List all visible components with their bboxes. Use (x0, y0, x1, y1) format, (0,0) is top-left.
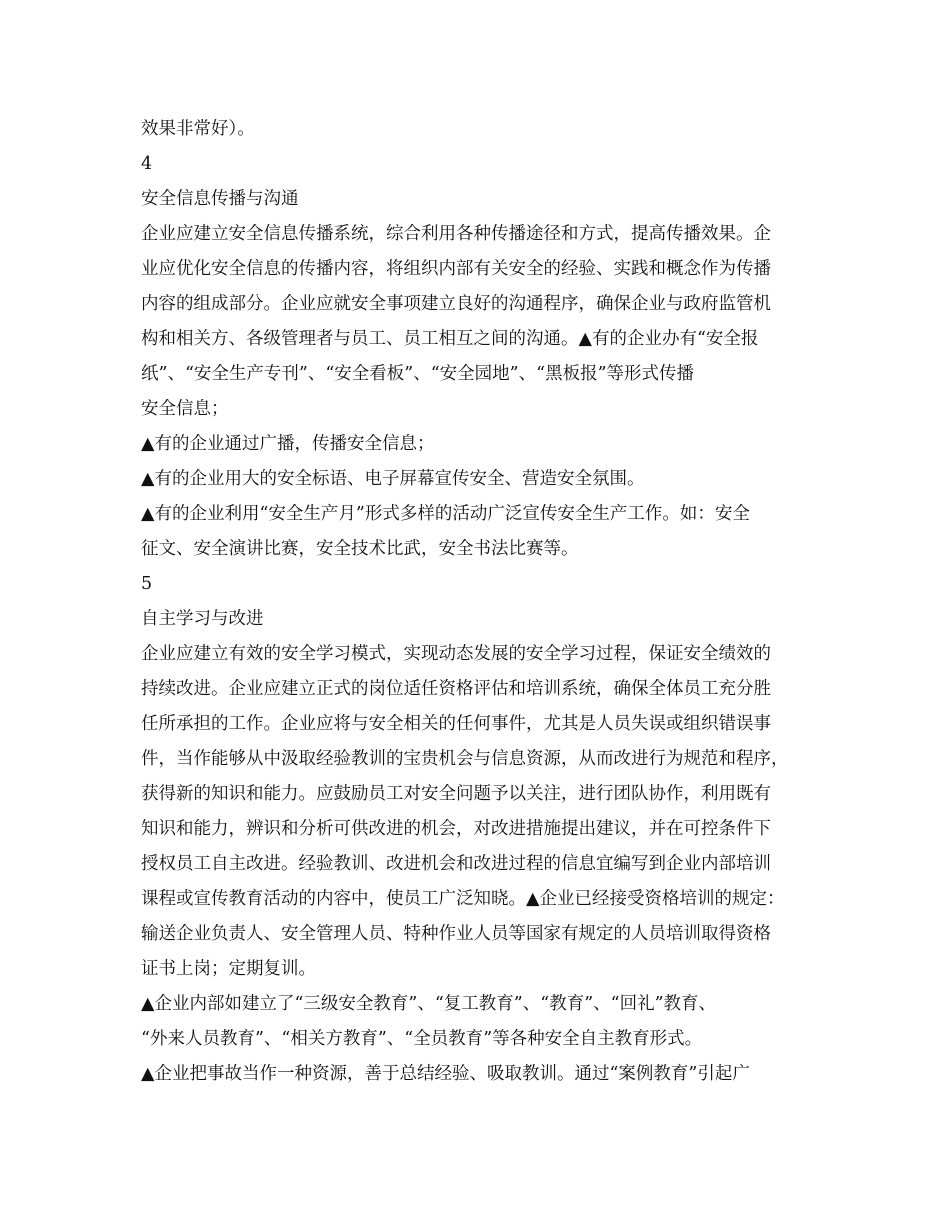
section-number: 4 (141, 154, 153, 174)
text-line: 业应优化安全信息的传播内容，将组织内部有关安全的经验、实践和概念作为传播 (141, 259, 771, 279)
bullet-line: ▲企业把事故当作一种资源，善于总结经验、吸取教训。通过“案例教育”引起广 (141, 1064, 750, 1084)
text-line: 证书上岗；定期复训。 (141, 959, 316, 979)
text-line: 效果非常好）。 (141, 119, 255, 139)
text-line: 构和相关方、各级管理者与员工、员工相互之间的沟通。▲有的企业办有“安全报 (141, 329, 759, 349)
section-heading: 安全信息传播与沟通 (141, 189, 299, 209)
text-line: 件，当作能够从中汲取经验教训的宝贵机会与信息资源，从而改进行为规范和程序， (141, 749, 789, 769)
document-page (141, 116, 817, 1096)
text-line: 内容的组成部分。企业应就安全事项建立良好的沟通程序，确保企业与政府监管机 (141, 294, 771, 314)
text-line: 企业应建立有效的安全学习模式，实现动态发展的安全学习过程，保证安全绩效的 (141, 644, 771, 664)
text-line: 获得新的知识和能力。应鼓励员工对安全问题予以关注，进行团队协作，利用既有 (141, 784, 771, 804)
text-line: 纸”、“安全生产专刊”、“安全看板”、“安全园地”、“黑板报”等形式传播 (141, 364, 695, 384)
bullet-line: ▲有的企业通过广播，传播安全信息； (141, 434, 435, 454)
text-line: “外来人员教育”、“相关方教育”、“全员教育”等各种安全自主教育形式。 (141, 1029, 703, 1049)
bullet-line: ▲有的企业用大的安全标语、电子屏幕宣传安全、营造安全氛围。 (141, 469, 645, 489)
text-line: 企业应建立安全信息传播系统，综合利用各种传播途径和方式，提高传播效果。企 (141, 224, 771, 244)
text-line: 输送企业负责人、安全管理人员、特种作业人员等国家有规定的人员培训取得资格 (141, 924, 771, 944)
text-line: 知识和能力，辨识和分析可供改进的机会，对改进措施提出建议，并在可控条件下 (141, 819, 771, 839)
bullet-line: ▲有的企业利用“安全生产月”形式多样的活动广泛宣传安全生产工作。如：安全 (141, 504, 750, 524)
text-line: 任所承担的工作。企业应将与安全相关的任何事件，尤其是人员失误或组织错误事 (141, 714, 771, 734)
section-number: 5 (141, 574, 153, 594)
bullet-line: ▲企业内部如建立了“三级安全教育”、“复工教育”、“教育”、“回礼”教育、 (141, 994, 717, 1014)
text-line: 授权员工自主改进。经验教训、改进机会和改进过程的信息宜编写到企业内部培训 (141, 854, 771, 874)
text-line: 征文、安全演讲比赛，安全技术比武，安全书法比赛等。 (141, 539, 579, 559)
text-line: 课程或宣传教育活动的内容中，使员工广泛知晓。▲企业已经接受资格培训的规定： (141, 889, 785, 909)
section-heading: 自主学习与改进 (141, 609, 264, 629)
text-line: 安全信息； (141, 399, 229, 419)
text-line: 持续改进。企业应建立正式的岗位适任资格评估和培训系统，确保全体员工充分胜 (141, 679, 771, 699)
